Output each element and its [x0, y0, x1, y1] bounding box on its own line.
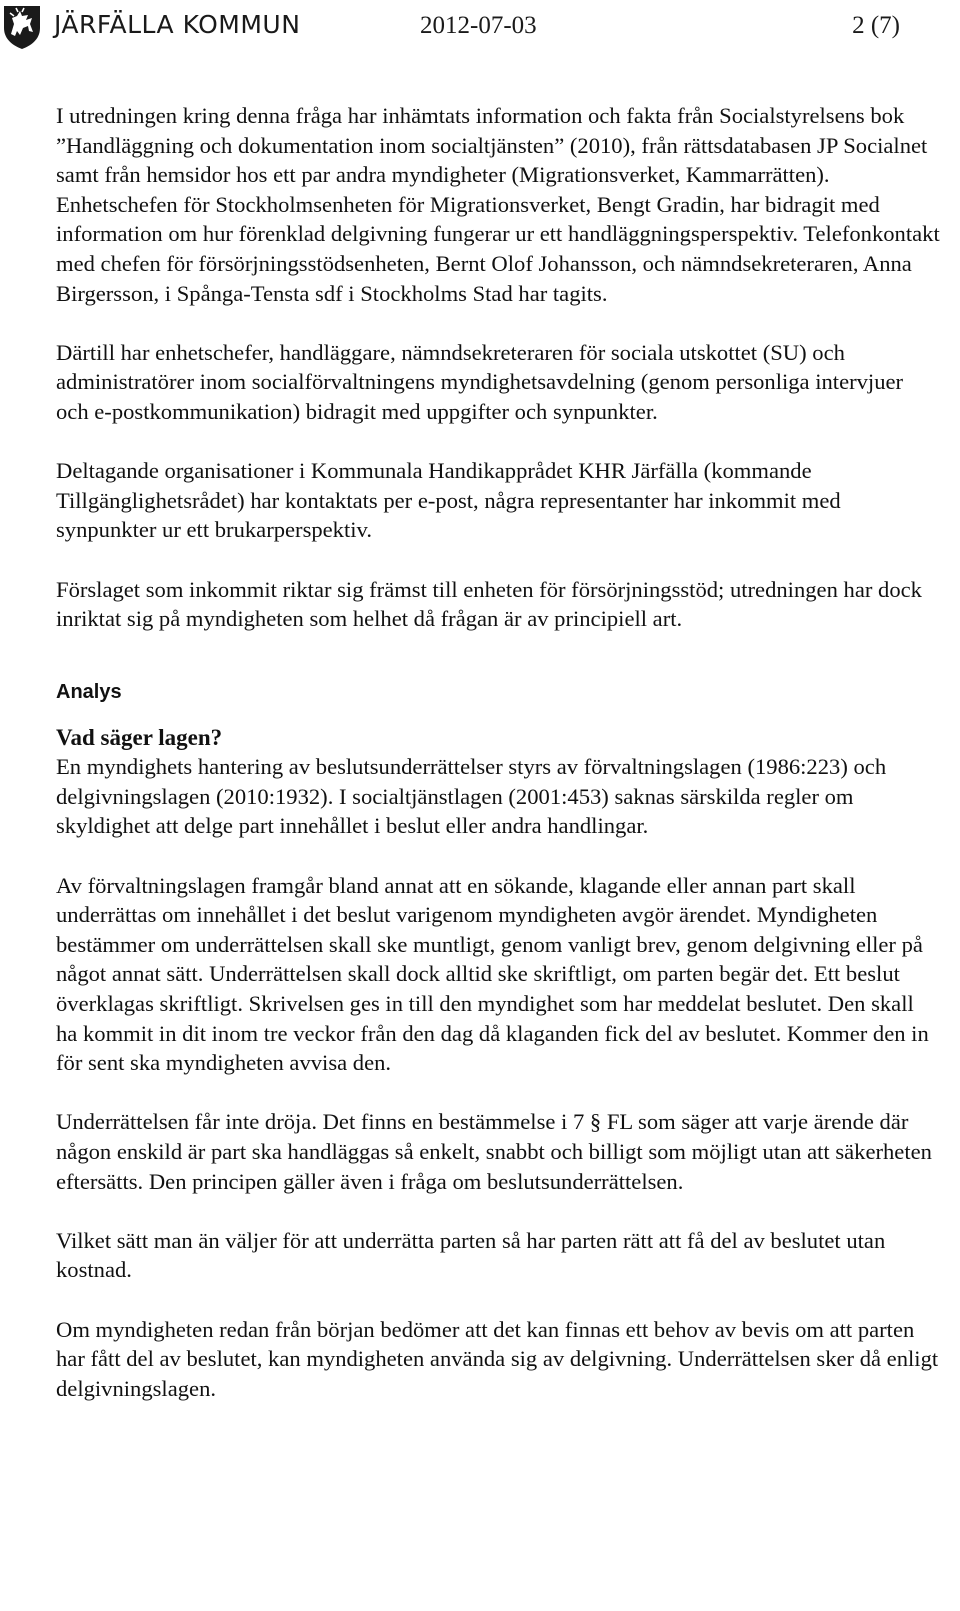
- paragraph-free-of-charge: Vilket sätt man än väljer för att underrätta parten så har parten rätt att få del av beslutet utan kostnad.: [56, 1227, 886, 1283]
- paragraph-sources: I utredningen kring denna fråga har inhämtats information och fakta från Socialstyrelsens bok ”Handläggning och dokumentation inom socialtjänsten” (2010), från rättsdatabasen JP Socialnet samt från hemsidor hos ett par andra myndigheter (Migrationsverket, Kammarrätten). Enhetschefen för Stockholmsenheten för Migrationsverket, Bengt Gradin, har bidragit med information om hur förenklad delgivning fungerar ur ett handläggningsperspektiv. Telefonkontakt med chefen för försörjningsstödsenheten, Bernt Olof Johansson, och nämndsekreteraren, Anna Birgersson, i Spånga-Tensta sdf i Stockholms Stad har tagits.: [56, 103, 940, 306]
- page-number: 2 (7): [852, 12, 900, 39]
- paragraph-organisations: Deltagande organisationer i Kommunala Handikapprådet KHR Järfälla (kommande Tillgänglighetsrådet) har kontaktats per e-post, några representanter har inkommit med synpunkter ur ett brukarperspektiv.: [56, 458, 841, 543]
- section-title-analys: Analys: [56, 680, 122, 703]
- document-body: [56, 101, 940, 1433]
- organization-name: JÄRFÄLLA KOMMUN: [54, 10, 301, 39]
- page-header: [0, 0, 960, 58]
- subheading-vad-sager-lagen: Vad säger lagen?: [56, 724, 223, 750]
- paragraph-no-delay: Underrättelsen får inte dröja. Det finns en bestämmelse i 7 § FL som säger att varje ärende där någon enskild är part ska handläggas så enkelt, snabbt och billigt som möjligt utan att säkerheten eftersätts. Den principen gäller även i fråga om beslutsunderrättelsen.: [56, 1109, 932, 1194]
- jarfalla-coat-of-arms-icon: [2, 4, 42, 50]
- paragraph-contributors: Därtill har enhetschefer, handläggare, nämndsekreteraren för sociala utskottet (SU) och administratörer inom socialförvaltningens myndighetsavdelning (genom personliga intervjuer och e-postkommunikation) bidragit med uppgifter och synpunkter.: [56, 339, 904, 424]
- paragraph-scope: Förslaget som inkommit riktar sig främst till enheten för försörjningsstöd; utredningen har dock inriktat sig på myndigheten som helhet då frågan är av principiell art.: [56, 576, 922, 632]
- paragraph-law-overview: En myndighets hantering av beslutsunderrättelser styrs av förvaltningslagen (1986:223) och delgivningslagen (2010:1932). I socialtjänstlagen (2001:453) saknas särskilda regler om skyldighet att delge part innehållet i beslut eller andra handlingar.: [56, 754, 887, 839]
- paragraph-forvaltningslagen: Av förvaltningslagen framgår bland annat att en sökande, klagande eller annan part skall underrättas om innehållet i det beslut varigenom myndigheten avgör ärendet. Myndigheten bestämmer om underrättelsen skall ske muntligt, genom vanligt brev, genom delgivning eller på något annat sätt. Underrättelsen skall dock alltid ske skriftligt, om parten begär det. Ett beslut överklagas skriftligt. Skrivelsen ges in till den myndighet som har meddelat beslutet. Den skall ha kommit in dit inom tre veckor från den dag då klaganden fick del av beslutet. Kommer den in för sent ska myndigheten avvisa den.: [56, 872, 929, 1076]
- document-date: 2012-07-03: [420, 12, 537, 39]
- paragraph-delgivning: Om myndigheten redan från början bedömer att det kan finnas ett behov av bevis om att parten har fått del av beslutet, kan myndigheten använda sig av delgivning. Underrättelsen sker då enligt delgivningslagen.: [56, 1316, 939, 1401]
